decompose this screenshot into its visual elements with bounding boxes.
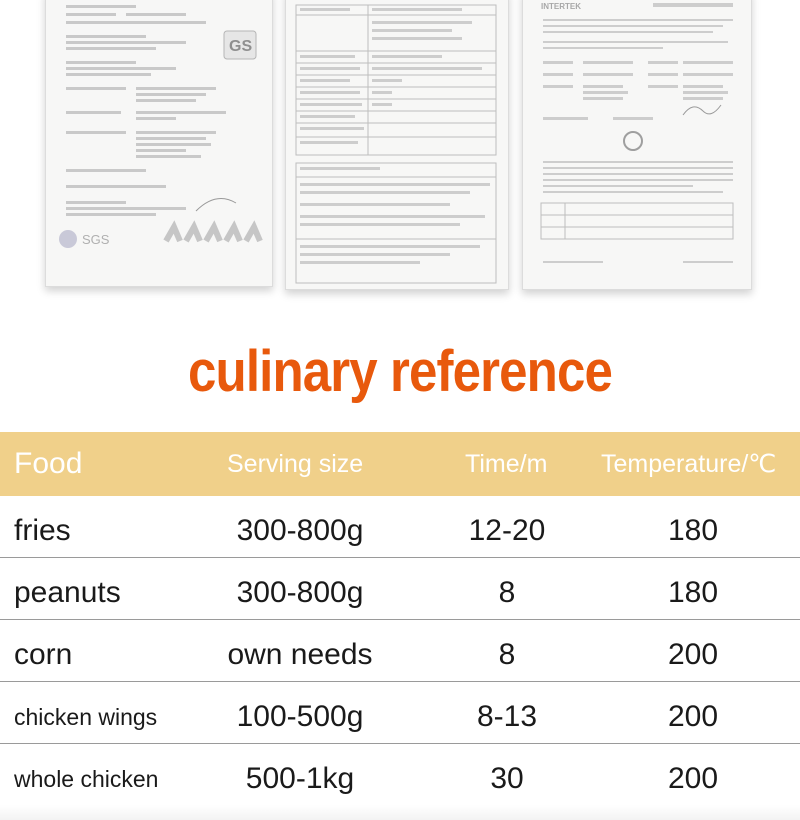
table-header [0, 432, 800, 496]
cooking-reference-table [0, 432, 800, 805]
test-report-image [285, 0, 509, 290]
cell-food: peanuts [14, 576, 121, 609]
sgs-text: SGS [82, 232, 110, 247]
certificates-strip [0, 0, 800, 300]
cell-temp: 200 [667, 762, 719, 795]
cell-food: fries [14, 514, 71, 547]
table-row [0, 558, 800, 620]
table-row [0, 682, 800, 744]
gs-certificate-image [45, 0, 273, 287]
header-time: Time/m [465, 450, 548, 478]
cell-time: 30 [490, 762, 524, 795]
intertek-header-text: INTERTEK [541, 2, 581, 11]
page-title: culinary reference [188, 339, 612, 404]
cell-temp: 180 [667, 514, 719, 547]
table-row [0, 620, 800, 682]
cell-serving: 300-800g [236, 514, 364, 547]
cell-temp: 200 [667, 638, 719, 671]
cell-time: 12-20 [468, 514, 546, 547]
cell-serving: 300-800g [236, 576, 364, 609]
cell-time: 8 [498, 576, 516, 609]
cell-serving: own needs [227, 638, 373, 671]
cell-food: corn [14, 638, 73, 671]
table-row [0, 496, 800, 558]
cell-serving: 500-1kg [245, 762, 355, 795]
header-food: Food [14, 447, 83, 480]
header-temperature: Temperature/℃ [601, 450, 777, 478]
header-serving-size: Serving size [227, 450, 364, 478]
authorization-letter-image [522, 0, 752, 290]
cell-temp: 200 [667, 700, 719, 733]
cell-serving: 100-500g [236, 700, 364, 733]
cell-time: 8 [498, 638, 516, 671]
cell-time: 8-13 [476, 700, 538, 733]
cell-food: chicken wings [14, 704, 158, 730]
bottom-shade [0, 805, 800, 820]
cell-food: whole chicken [14, 766, 159, 792]
table-row [0, 744, 800, 805]
gs-badge-text: GS [229, 38, 253, 55]
cell-temp: 180 [667, 576, 719, 609]
